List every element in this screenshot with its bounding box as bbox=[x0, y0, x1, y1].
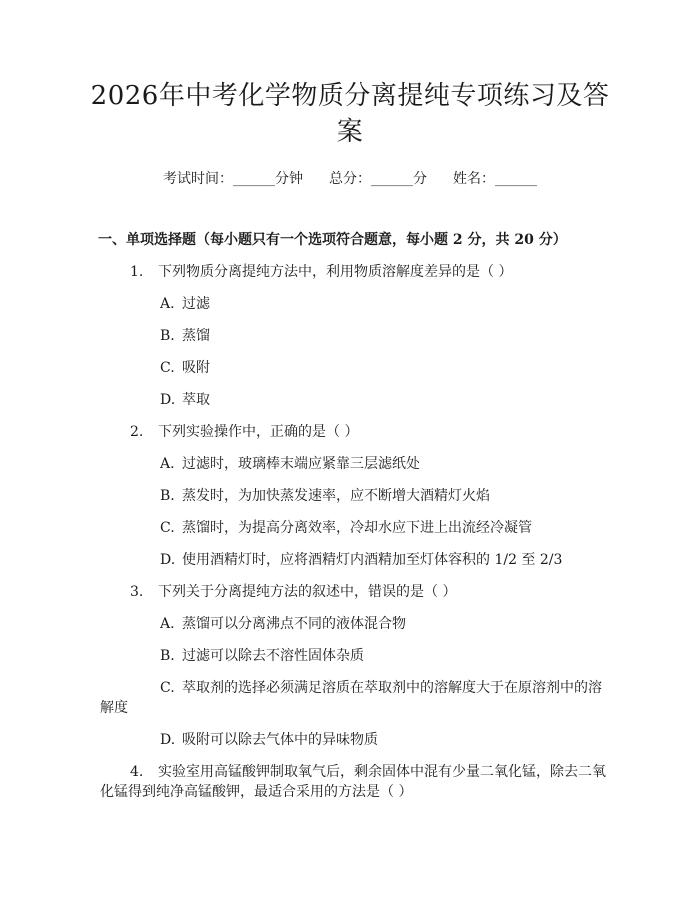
question-4-continued: 化锰得到纯净高锰酸钾，最适合采用的方法是（ ） bbox=[100, 784, 413, 800]
option-1a bbox=[160, 293, 210, 313]
option-text: 过滤可以除去不溶性固体杂质 bbox=[182, 648, 364, 664]
question-number: 4. bbox=[130, 764, 144, 780]
page-title: 2026年中考化学物质分离提纯专项练习及答案 bbox=[90, 81, 610, 147]
option-text: 吸附 bbox=[182, 360, 210, 376]
question-2 bbox=[130, 421, 358, 441]
option-text: 过滤 bbox=[182, 296, 210, 312]
question-text: 下列物质分离提纯方法中，利用物质溶解度差异的是（ ） bbox=[158, 264, 513, 280]
option-label: C. bbox=[160, 520, 175, 536]
question-4 bbox=[130, 761, 606, 781]
section-heading: 一、单项选择题（每小题只有一个选项符合题意，每小题 2 分，共 20 分） bbox=[98, 232, 567, 248]
question-number: 1. bbox=[130, 264, 144, 280]
option-text: 过滤时，玻璃棒末端应紧靠三层滤纸处 bbox=[182, 456, 420, 472]
option-text: 蒸馏 bbox=[182, 328, 210, 344]
option-text: 使用酒精灯时，应将酒精灯内酒精加至灯体容积的 1/2 至 2/3 bbox=[182, 552, 563, 568]
question-number: 2. bbox=[130, 424, 144, 440]
option-1b bbox=[160, 325, 210, 345]
option-text: 吸附可以除去气体中的异味物质 bbox=[182, 732, 378, 748]
question-text: 下列实验操作中，正确的是（ ） bbox=[158, 424, 359, 440]
option-2c bbox=[160, 517, 532, 537]
option-label: C. bbox=[160, 680, 175, 696]
option-3d bbox=[160, 729, 378, 749]
option-3a bbox=[160, 613, 406, 633]
option-label: B. bbox=[160, 328, 175, 344]
option-label: B. bbox=[160, 648, 175, 664]
option-label: A. bbox=[160, 456, 175, 472]
option-3c-continued: 解度 bbox=[100, 700, 128, 716]
option-text: 蒸馏时，为提高分离效率，冷却水应下进上出流经冷凝管 bbox=[182, 520, 532, 536]
option-2a bbox=[160, 453, 420, 473]
question-text: 实验室用高锰酸钾制取氧气后，剩余固体中混有少量二氧化锰，除去二氧 bbox=[158, 764, 606, 780]
question-1 bbox=[130, 261, 512, 281]
option-3b bbox=[160, 645, 364, 665]
question-number: 3. bbox=[130, 584, 144, 600]
question-text: 下列关于分离提纯方法的叙述中，错误的是（ ） bbox=[158, 584, 457, 600]
option-label: A. bbox=[160, 616, 175, 632]
option-label: B. bbox=[160, 488, 175, 504]
name-field: 姓名：______ bbox=[453, 171, 537, 187]
option-label: D. bbox=[160, 732, 176, 748]
total-score-field: 总分：______分 bbox=[329, 171, 427, 187]
option-2b bbox=[160, 485, 490, 505]
option-label: C. bbox=[160, 360, 175, 376]
exam-info-line bbox=[0, 168, 700, 188]
option-text: 萃取剂的选择必须满足溶质在萃取剂中的溶解度大于在原溶剂中的溶 bbox=[182, 680, 602, 696]
option-label: D. bbox=[160, 552, 176, 568]
option-label: A. bbox=[160, 296, 175, 312]
question-3 bbox=[130, 581, 456, 601]
option-1d bbox=[160, 389, 210, 409]
option-text: 萃取 bbox=[182, 392, 210, 408]
exam-time-field: 考试时间：______分钟 bbox=[163, 171, 303, 187]
option-3c bbox=[160, 677, 602, 697]
option-text: 蒸发时，为加快蒸发速率，应不断增大酒精灯火焰 bbox=[182, 488, 490, 504]
option-2d bbox=[160, 549, 562, 569]
option-label: D. bbox=[160, 392, 176, 408]
option-text: 蒸馏可以分离沸点不同的液体混合物 bbox=[182, 616, 406, 632]
option-1c bbox=[160, 357, 210, 377]
